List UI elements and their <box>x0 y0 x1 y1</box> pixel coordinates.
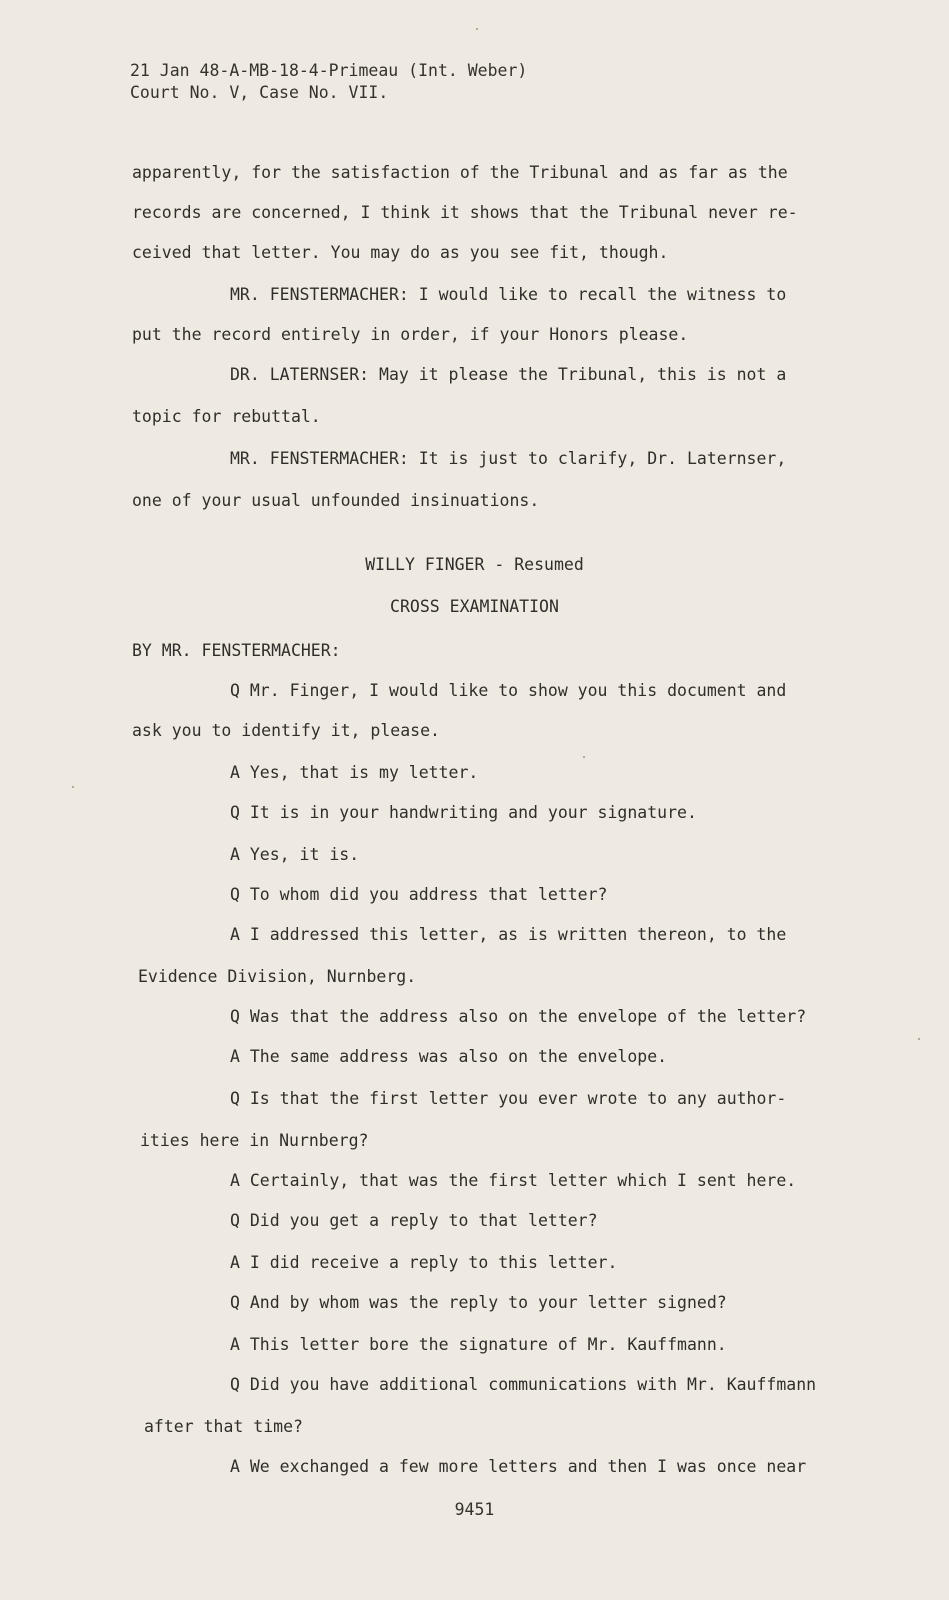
answer-line: A Certainly, that was the first letter which I sent here. <box>230 1171 797 1190</box>
answer-line: A Yes, it is. <box>230 845 360 864</box>
text-line: DR. LATERNSER: May it please the Tribunal, this is not a <box>230 365 787 384</box>
answer-line: A The same address was also on the envelope. <box>230 1047 668 1066</box>
answer-line: A This letter bore the signature of Mr. Kauffmann. <box>230 1335 727 1354</box>
text-line: apparently, for the satisfaction of the Tribunal and as far as the <box>132 163 788 182</box>
document-header <box>130 60 527 104</box>
text-line: MR. FENSTERMACHER: It is just to clarify, Dr. Laternser, <box>230 449 787 468</box>
text-line: topic for rebuttal. <box>132 407 321 426</box>
question-line: Q And by whom was the reply to your letter signed? <box>230 1293 727 1312</box>
answer-line: A Yes, that is my letter. <box>230 763 479 782</box>
question-line: after that time? <box>144 1417 303 1436</box>
text-line: put the record entirely in order, if your Honors please. <box>132 325 689 344</box>
page-number: 9451 <box>454 1500 495 1519</box>
question-line: Q To whom did you address that letter? <box>230 885 608 904</box>
question-line: Q It is in your handwriting and your signature. <box>230 803 697 822</box>
section-heading: CROSS EXAMINATION <box>390 597 559 616</box>
paper-speck <box>72 786 74 788</box>
paper-speck <box>583 756 585 758</box>
answer-line: A I did receive a reply to this letter. <box>230 1253 618 1272</box>
paper-speck <box>918 1038 920 1040</box>
header-line-2: Court No. V, Case No. VII. <box>130 83 389 102</box>
text-line: MR. FENSTERMACHER: I would like to recall the witness to <box>230 285 787 304</box>
answer-line: A I addressed this letter, as is written thereon, to the <box>230 925 787 944</box>
examiner-line: BY MR. FENSTERMACHER: <box>132 641 341 660</box>
paper-speck <box>476 28 478 30</box>
question-line: Q Mr. Finger, I would like to show you this document and <box>230 681 787 700</box>
question-line: Q Was that the address also on the envelope of the letter? <box>230 1007 807 1026</box>
question-line: ask you to identify it, please. <box>132 721 440 740</box>
question-line: Q Did you get a reply to that letter? <box>230 1211 598 1230</box>
question-line: Q Did you have additional communications with Mr. Kauffmann <box>230 1375 817 1394</box>
header-line-1: 21 Jan 48-A-MB-18-4-Primeau (Int. Weber) <box>130 61 528 80</box>
question-line: ities here in Nurnberg? <box>140 1131 369 1150</box>
question-line: Q Is that the first letter you ever wrote to any author- <box>230 1089 787 1108</box>
text-line: one of your usual unfounded insinuations. <box>132 491 540 510</box>
answer-line: Evidence Division, Nurnberg. <box>138 967 417 986</box>
witness-heading: WILLY FINGER - Resumed <box>365 555 584 574</box>
answer-line: A We exchanged a few more letters and then I was once near <box>230 1457 807 1476</box>
text-line: records are concerned, I think it shows that the Tribunal never re- <box>132 203 798 222</box>
text-line: ceived that letter. You may do as you see fit, though. <box>132 243 669 262</box>
